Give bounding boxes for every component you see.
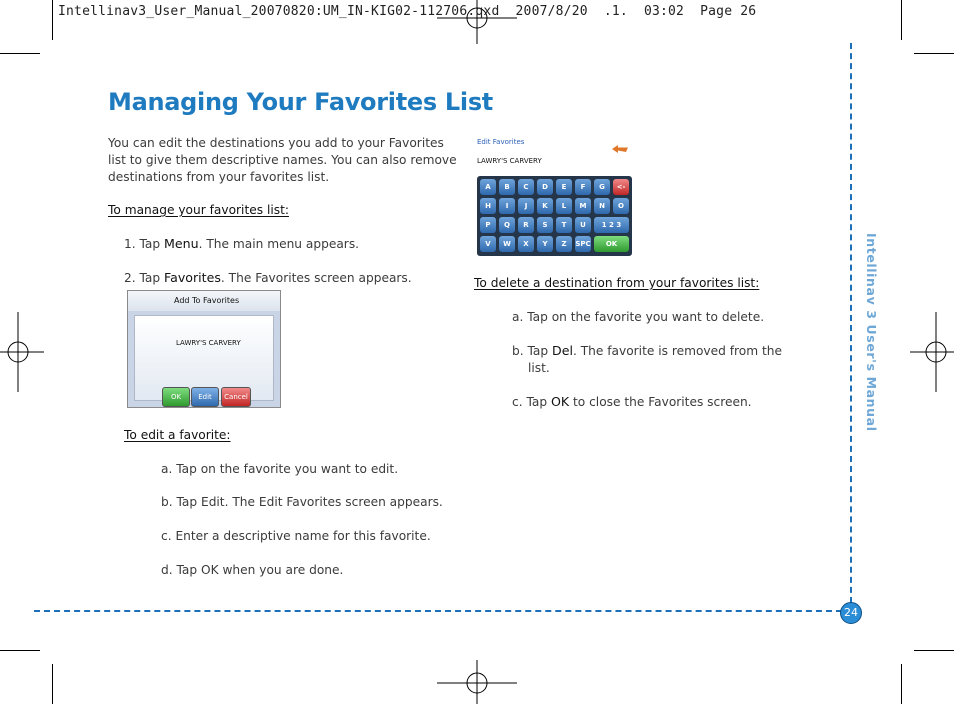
ok-keyword: OK: [550, 394, 570, 409]
delete-step-c: [512, 393, 752, 411]
edit-heading: To edit a favorite:: [124, 428, 231, 442]
intro-line: list to give them descriptive names. You can also remove: [108, 153, 457, 167]
key-j[interactable]: J: [518, 198, 534, 214]
edit-button[interactable]: Edit: [191, 387, 219, 407]
key-b[interactable]: B: [499, 179, 515, 195]
back-arrow-icon[interactable]: [611, 144, 629, 154]
key-k[interactable]: K: [537, 198, 553, 214]
crop-mark: [914, 650, 954, 651]
step-text: . The main menu appears.: [198, 237, 360, 251]
registration-mark-right: [910, 312, 954, 392]
key-p[interactable]: P: [480, 217, 496, 233]
key-l[interactable]: L: [556, 198, 572, 214]
key-c[interactable]: C: [518, 179, 534, 195]
edit-step: d. Tap OK when you are done.: [161, 563, 344, 577]
print-slug: Intellinav3_User_Manual_20070820:UM_IN-KIG02-112706.qxd 2007/8/20 .1. 03:02 Page 26: [58, 4, 757, 19]
intro-line: You can edit the destinations you add to your Favorites: [108, 136, 444, 150]
edit-favorites-screenshot: [475, 135, 635, 257]
step-text-cont: list.: [528, 361, 550, 375]
delete-heading: To delete a destination from your favorites list:: [474, 276, 760, 290]
key-q[interactable]: Q: [499, 217, 515, 233]
horizontal-dashed-border: [34, 610, 842, 612]
crop-mark: [901, 664, 902, 704]
key-e[interactable]: E: [556, 179, 572, 195]
intro-paragraph: [108, 135, 457, 186]
registration-mark-bottom: [437, 660, 517, 704]
favorite-name-field[interactable]: LAWRY'S CARVERY: [477, 157, 542, 165]
crop-mark: [0, 53, 40, 54]
crop-mark: [0, 650, 40, 651]
crop-mark: [914, 53, 954, 54]
page-title: Managing Your Favorites List: [108, 88, 493, 116]
ok-button[interactable]: OK: [162, 387, 190, 407]
key-t[interactable]: T: [556, 217, 572, 233]
key-x[interactable]: X: [518, 236, 534, 252]
delete-step-a: a. Tap on the favorite you want to delete.: [512, 310, 765, 324]
favorite-item: LAWRY'S CARVERY: [176, 339, 241, 347]
key-u[interactable]: U: [575, 217, 591, 233]
key-g[interactable]: G: [594, 179, 610, 195]
step-text: to close the Favorites screen.: [569, 395, 752, 409]
key-v[interactable]: V: [480, 236, 496, 252]
edit-step: c. Enter a descriptive name for this favorite.: [161, 529, 431, 543]
key-i[interactable]: I: [499, 198, 515, 214]
manage-step-1: [124, 235, 359, 253]
edit-step: b. Tap Edit. The Edit Favorites screen appears.: [161, 495, 443, 509]
step-number: 2. Tap: [124, 271, 165, 285]
ok-key[interactable]: OK: [594, 236, 629, 252]
crop-mark: [52, 0, 53, 40]
dialog-titlebar: [128, 291, 280, 311]
dialog-title: Add To Favorites: [174, 296, 240, 305]
space-key[interactable]: SPC: [575, 236, 591, 252]
vertical-dashed-border: [850, 43, 852, 603]
key-o[interactable]: O: [613, 198, 629, 214]
key-z[interactable]: Z: [556, 236, 572, 252]
step-prefix: c. Tap: [512, 395, 551, 409]
on-screen-keyboard: [477, 176, 632, 256]
registration-mark-left: [0, 312, 44, 392]
side-running-title: Intellinav 3 User's Manual: [864, 233, 879, 432]
edit-step: a. Tap on the favorite you want to edit.: [161, 462, 399, 476]
menu-keyword: Menu: [164, 236, 199, 251]
cancel-button[interactable]: Cancel: [221, 387, 251, 407]
step-number: 1. Tap: [124, 237, 165, 251]
key-r[interactable]: R: [518, 217, 534, 233]
key-h[interactable]: H: [480, 198, 496, 214]
key-w[interactable]: W: [499, 236, 515, 252]
manage-step-2: [124, 269, 412, 287]
key-a[interactable]: A: [480, 179, 496, 195]
step-text: . The Favorites screen appears.: [220, 271, 412, 285]
numbers-key[interactable]: 1 2 3: [594, 217, 629, 233]
crop-mark: [901, 0, 902, 40]
key-n[interactable]: N: [594, 198, 610, 214]
add-favorites-screenshot: [127, 290, 281, 408]
page-number-badge: 24: [840, 602, 862, 624]
crop-mark: [52, 664, 53, 704]
key-s[interactable]: S: [537, 217, 553, 233]
intro-line: destinations from your favorites list.: [108, 170, 330, 184]
step-text: . The favorite is removed from the: [572, 344, 782, 358]
delete-step-b: [512, 342, 782, 377]
key-y[interactable]: Y: [537, 236, 553, 252]
key-m[interactable]: M: [575, 198, 591, 214]
key-d[interactable]: D: [537, 179, 553, 195]
manage-heading: To manage your favorites list:: [108, 203, 289, 217]
backspace-key[interactable]: <-: [613, 179, 629, 195]
favorites-keyword: Favorites: [164, 270, 221, 285]
key-f[interactable]: F: [575, 179, 591, 195]
del-keyword: Del: [552, 343, 573, 358]
edit-favorites-title: Edit Favorites: [477, 138, 525, 146]
step-prefix: b. Tap: [512, 344, 552, 358]
